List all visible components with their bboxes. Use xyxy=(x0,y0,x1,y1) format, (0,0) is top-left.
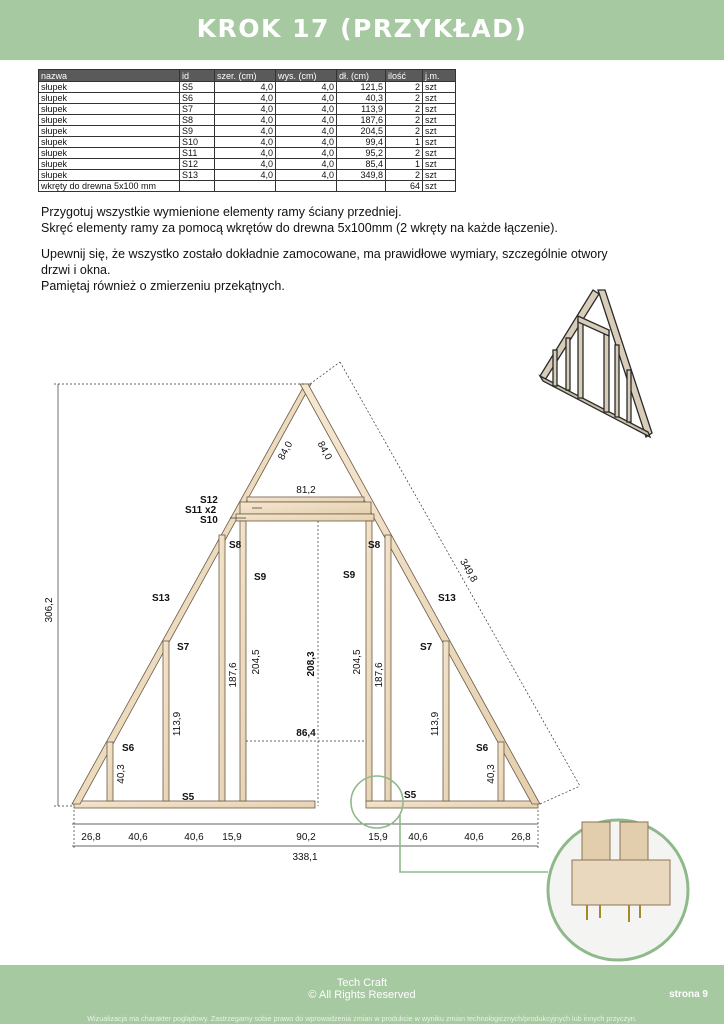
dim-door-height: 208,3 xyxy=(306,651,317,677)
dim-bottom-segment: 15,9 xyxy=(222,832,242,843)
stud-s8-right xyxy=(385,535,391,801)
dim-diagonal: 349,8 xyxy=(457,557,480,585)
col-header-width: szer. (cm) xyxy=(215,70,276,82)
label-s7-left: S7 xyxy=(177,642,190,653)
disclaimer-note: Wizualizacja ma charakter poglądowy. Zastrzegamy sobie prawo do wprowadzenia zmian w produkcie w wyniku zmian technologicznych/produkcyjnych lub innych przyczyn. xyxy=(87,1014,637,1023)
label-s8-left: S8 xyxy=(229,540,242,551)
dim-s6-left: 40,3 xyxy=(116,764,127,784)
table-cell: słupek xyxy=(39,159,180,170)
col-header-height: wys. (cm) xyxy=(276,70,337,82)
table-cell: szt xyxy=(423,82,456,93)
label-s13-right: S13 xyxy=(438,593,456,604)
label-s9-right: S9 xyxy=(343,570,356,581)
table-cell: 2 xyxy=(386,82,423,93)
table-cell: 2 xyxy=(386,170,423,181)
dim-bottom-segment: 26,8 xyxy=(511,832,531,843)
table-cell: 4,0 xyxy=(215,148,276,159)
dim-s9-left: 204,5 xyxy=(251,649,262,675)
dim-bottom-segment: 40,6 xyxy=(184,832,204,843)
table-cell: słupek xyxy=(39,82,180,93)
table-cell: S9 xyxy=(180,126,215,137)
table-cell: szt xyxy=(423,126,456,137)
table-cell: 4,0 xyxy=(276,159,337,170)
instruction-line: Przygotuj wszystkie wymienione elementy ramy ściany przedniej. xyxy=(41,205,402,219)
dim-bottom-segment: 90,2 xyxy=(296,832,316,843)
table-cell: słupek xyxy=(39,137,180,148)
table-cell: 113,9 xyxy=(337,104,386,115)
table-cell: 1 xyxy=(386,159,423,170)
col-header-id: id xyxy=(180,70,215,82)
bottom-plate-left xyxy=(74,801,315,808)
table-cell: S12 xyxy=(180,159,215,170)
dim-s7-left: 113,9 xyxy=(172,711,183,737)
label-s6-left: S6 xyxy=(122,743,135,754)
frame-3d-thumbnail xyxy=(540,290,652,437)
dim-bottom-segment: 40,6 xyxy=(408,832,428,843)
brand-name: Tech Craft xyxy=(336,977,388,989)
table-cell: 4,0 xyxy=(215,159,276,170)
table-cell: 1 xyxy=(386,137,423,148)
table-cell: słupek xyxy=(39,170,180,181)
table-cell: 95,2 xyxy=(337,148,386,159)
table-cell: słupek xyxy=(39,104,180,115)
dim-s7-right: 113,9 xyxy=(430,711,441,737)
stud-s6-left xyxy=(107,742,113,801)
label-s8-right: S8 xyxy=(368,540,381,551)
page-number: strona 9 xyxy=(669,989,708,1000)
stud-s7-right xyxy=(443,641,449,801)
table-cell: 4,0 xyxy=(276,115,337,126)
label-s12: S12 xyxy=(200,495,218,506)
label-s7-right: S7 xyxy=(420,642,433,653)
page-footer xyxy=(0,965,724,1024)
stud-s6-right xyxy=(498,742,504,801)
table-cell: 2 xyxy=(386,115,423,126)
table-cell: S11 xyxy=(180,148,215,159)
table-cell: S13 xyxy=(180,170,215,181)
table-cell: 4,0 xyxy=(215,82,276,93)
stud-s9-right xyxy=(366,521,372,801)
label-s5-right: S5 xyxy=(404,790,417,801)
table-cell: szt xyxy=(423,137,456,148)
instruction-line: Pamiętaj również o zmierzeniu przekątnych. xyxy=(41,279,285,293)
dim-apex-left: 84,0 xyxy=(276,439,296,463)
table-cell: 2 xyxy=(386,93,423,104)
table-cell: 2 xyxy=(386,126,423,137)
label-s5-left: S5 xyxy=(182,792,195,803)
table-cell: S7 xyxy=(180,104,215,115)
dim-s8-left: 187,6 xyxy=(228,662,239,688)
label-s6-right: S6 xyxy=(476,743,489,754)
bottom-plate-right xyxy=(366,801,538,808)
label-s11: S11 x2 xyxy=(185,505,217,516)
col-header-unit: j.m. xyxy=(423,70,456,82)
table-cell: szt xyxy=(423,104,456,115)
table-cell: 85,4 xyxy=(337,159,386,170)
dim-s8-right: 187,6 xyxy=(374,662,385,688)
dim-s9-right: 204,5 xyxy=(352,649,363,675)
table-cell: S8 xyxy=(180,115,215,126)
dim-bottom-segment: 40,6 xyxy=(464,832,484,843)
table-cell: szt xyxy=(423,170,456,181)
stud-s9-left xyxy=(240,521,246,801)
table-cell: słupek xyxy=(39,126,180,137)
dim-total-width: 338,1 xyxy=(292,852,318,863)
table-cell: szt xyxy=(423,159,456,170)
dim-bottom-segment: 26,8 xyxy=(81,832,101,843)
table-cell: 4,0 xyxy=(215,93,276,104)
table-cell: szt xyxy=(423,115,456,126)
table-cell: 4,0 xyxy=(276,137,337,148)
col-header-length: dł. (cm) xyxy=(337,70,386,82)
table-cell: 99,4 xyxy=(337,137,386,148)
header-s12 xyxy=(247,497,364,502)
dim-s6-right: 40,3 xyxy=(486,764,497,784)
table-cell: 187,6 xyxy=(337,115,386,126)
table-cell: 40,3 xyxy=(337,93,386,104)
dim-bottom-segment: 40,6 xyxy=(128,832,148,843)
instruction-line: drzwi i okna. xyxy=(41,263,111,277)
table-cell: szt xyxy=(423,93,456,104)
table-cell: szt xyxy=(423,181,456,192)
col-header-quantity: ilość xyxy=(386,70,423,82)
table-cell: 4,0 xyxy=(215,115,276,126)
stud-s8-left xyxy=(219,535,225,801)
table-cell: wkręty do drewna 5x100 mm xyxy=(39,181,180,192)
table-cell: słupek xyxy=(39,148,180,159)
table-cell: słupek xyxy=(39,93,180,104)
dim-bottom-segment: 15,9 xyxy=(368,832,388,843)
dim-height-total: 306,2 xyxy=(44,597,55,623)
table-cell: 4,0 xyxy=(215,137,276,148)
table-cell: 4,0 xyxy=(276,82,337,93)
table-cell: 4,0 xyxy=(276,93,337,104)
footer-brand xyxy=(0,977,724,1001)
label-s13-left: S13 xyxy=(152,593,170,604)
header-s10 xyxy=(236,514,374,521)
instruction-line: Skręć elementy ramy za pomocą wkrętów do drewna 5x100mm (2 wkręty na każde łączenie). xyxy=(41,221,558,235)
table-cell: 2 xyxy=(386,104,423,115)
label-s9-left: S9 xyxy=(254,572,267,583)
table-cell: S10 xyxy=(180,137,215,148)
table-cell: 64 xyxy=(386,181,423,192)
instruction-line: Upewnij się, że wszystko zostało dokładnie zamocowane, ma prawidłowe wymiary, szczególnie otwory xyxy=(41,247,608,261)
stud-s7-left xyxy=(163,641,169,801)
rights-text: © All Rights Reserved xyxy=(308,989,416,1001)
col-header-name: nazwa xyxy=(39,70,180,82)
frame-parts xyxy=(72,384,540,808)
table-cell: 4,0 xyxy=(215,170,276,181)
joint-detail-view xyxy=(548,820,688,960)
dim-door-width: 86,4 xyxy=(296,728,316,739)
table-cell: 349,8 xyxy=(337,170,386,181)
table-cell: 204,5 xyxy=(337,126,386,137)
page-title: KROK 17 (PRZYKŁAD) xyxy=(196,14,528,43)
table-cell: 4,0 xyxy=(215,126,276,137)
table-cell: 4,0 xyxy=(276,126,337,137)
dim-header-width: 81,2 xyxy=(296,485,316,496)
table-cell: S6 xyxy=(180,93,215,104)
dim-apex-right: 84,0 xyxy=(314,439,334,463)
part-labels xyxy=(122,495,489,803)
table-cell: 4,0 xyxy=(215,104,276,115)
table-cell: 121,5 xyxy=(337,82,386,93)
table-cell: 4,0 xyxy=(276,170,337,181)
table-cell: szt xyxy=(423,148,456,159)
label-s10: S10 xyxy=(200,515,218,526)
table-cell: 4,0 xyxy=(276,148,337,159)
table-cell: S5 xyxy=(180,82,215,93)
table-cell: 4,0 xyxy=(276,104,337,115)
table-cell: słupek xyxy=(39,115,180,126)
table-cell: 2 xyxy=(386,148,423,159)
